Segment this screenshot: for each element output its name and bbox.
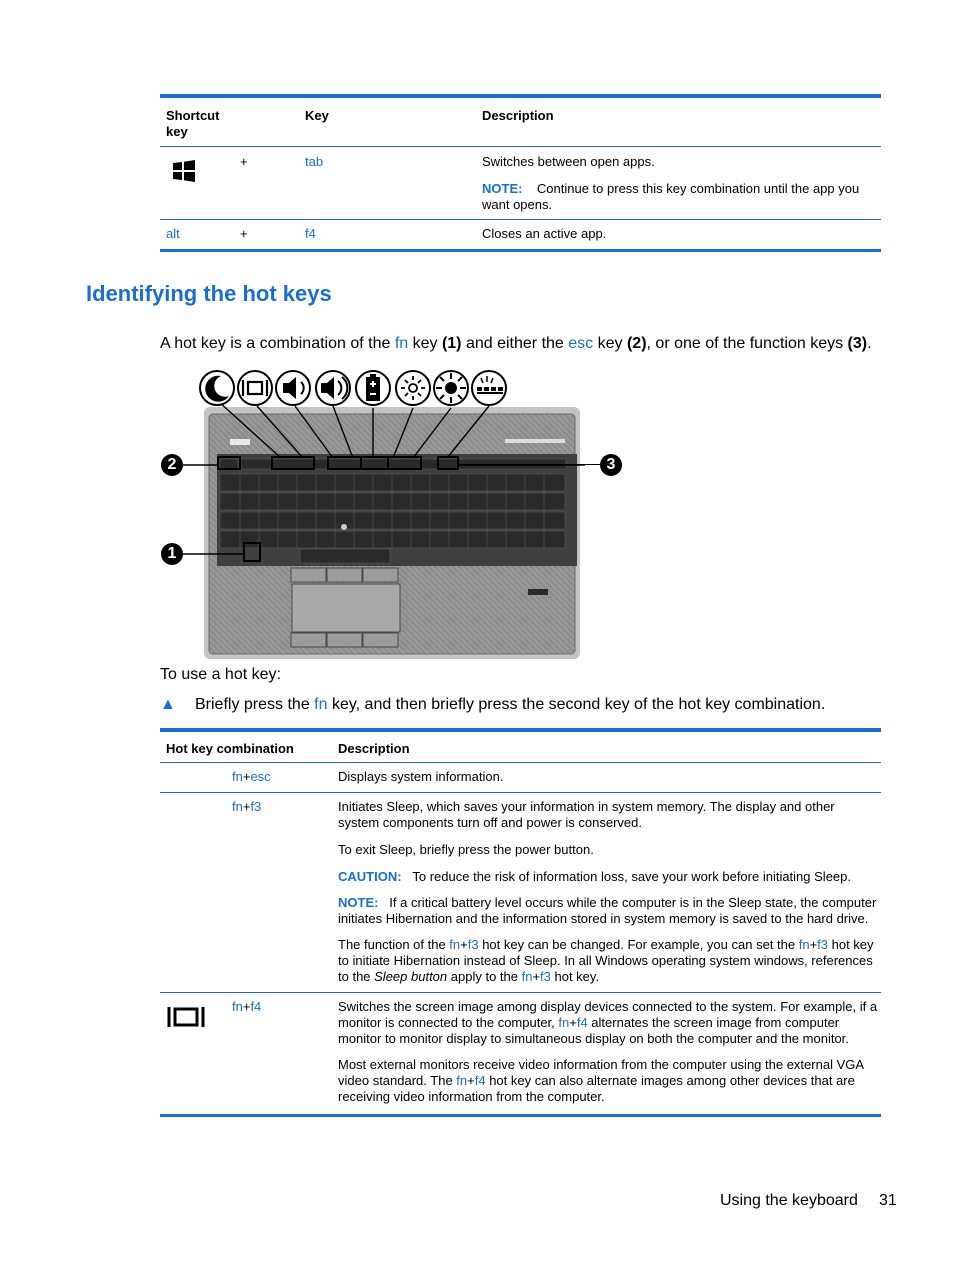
plus-sign: +: [242, 799, 251, 814]
shortcut-table: [160, 94, 881, 252]
callout-3-leader: [459, 464, 600, 465]
description-paragraph: To exit Sleep, briefly press the power button.: [338, 842, 594, 857]
fn-key: fn: [232, 769, 243, 784]
intro-text: and either the: [461, 335, 569, 352]
intro-text: .: [867, 335, 872, 352]
text: alternates the screen image from computer monitor to monitor display to simultaneous display on both the computer and the monitor.: [338, 1015, 849, 1046]
header-shortcut-key: Shortcut key: [166, 108, 220, 139]
hotkey-fn-f4: [232, 999, 261, 1015]
fn-key: fn: [232, 999, 243, 1014]
intro-paragraph: [160, 334, 890, 354]
row-description: [338, 999, 878, 1105]
f3-key: f3: [467, 937, 479, 952]
intro-text: , or one of the function keys: [646, 335, 848, 352]
fn-key: fn: [558, 1015, 570, 1030]
description-paragraph: [338, 999, 878, 1047]
note-text: Continue to press this key combination until the app you want opens.: [482, 181, 860, 212]
step-item: [160, 695, 880, 715]
row-description: [338, 799, 878, 985]
table-row: [160, 763, 881, 793]
keyboard-figure: [155, 362, 585, 662]
table-header-row: [160, 98, 881, 147]
row-description: Switches between open apps.: [482, 154, 655, 169]
f4-key: f4: [474, 1073, 486, 1088]
header-hotkey-combination: Hot key combination: [166, 741, 294, 756]
callout-3: 3: [600, 454, 622, 476]
footer-title: Using the keyboard: [720, 1192, 858, 1209]
f4-key: f4: [250, 999, 262, 1014]
callout-ref-2: (2): [626, 335, 647, 352]
text: apply to the: [447, 969, 522, 984]
caution: [338, 869, 878, 885]
plus-sign: +: [242, 769, 251, 784]
plus-sign: +: [467, 1073, 475, 1088]
text: hot key.: [550, 969, 600, 984]
intro-text: key: [593, 335, 627, 352]
note: [338, 895, 878, 927]
table-row: [160, 147, 881, 220]
table-row: [160, 793, 881, 993]
description-paragraph: [338, 937, 878, 985]
description-paragraph: [338, 1057, 878, 1105]
text: The function of the: [338, 937, 450, 952]
fn-key: fn: [456, 1073, 468, 1088]
esc-key: esc: [568, 335, 594, 352]
key-f4: f4: [305, 226, 316, 241]
hotkey-fn-esc: [232, 769, 271, 785]
f3-key: f3: [250, 799, 262, 814]
f3-key: f3: [540, 969, 551, 984]
description-paragraph: Initiates Sleep, which saves your information in system memory. The display and other system components turn off and power is conserved.: [338, 799, 835, 830]
sleep-moon-icon: [166, 801, 206, 845]
text: hot key to initiate Hibernation instead of Sleep. In all Windows operating system windows, references to the: [338, 937, 874, 984]
header-description: Description: [338, 741, 410, 756]
step-text: key, and then briefly press the second key of the hot key combination.: [327, 696, 826, 713]
text: hot key can also alternate images among other devices that are receiving video information from the computer.: [338, 1073, 855, 1104]
table-row: [160, 220, 881, 249]
to-use-heading: To use a hot key:: [160, 666, 281, 683]
callout-1: 1: [167, 545, 177, 562]
plus-sign: +: [242, 999, 251, 1014]
row-description: Closes an active app.: [482, 226, 607, 241]
intro-text: A hot key is a combination of the: [160, 335, 395, 352]
key-alt: alt: [166, 226, 180, 241]
fn-key: fn: [798, 937, 810, 952]
row-description: Displays system information.: [338, 769, 504, 784]
text: Switches the screen image among display devices connected to the system. For example, if a monitor is connected to the computer,: [338, 999, 878, 1030]
fn-key: fn: [394, 335, 409, 352]
header-description: Description: [482, 108, 554, 123]
f4-key: f4: [576, 1015, 588, 1030]
plus-sign: +: [460, 937, 468, 952]
step-text: Briefly press the: [195, 696, 315, 713]
fn-key: fn: [232, 799, 243, 814]
plus-sign: +: [240, 226, 248, 241]
callout-2: 2: [167, 456, 177, 473]
text: hot key can be changed. For example, you can set the: [478, 937, 799, 952]
esc-key: esc: [250, 769, 271, 784]
fn-key: fn: [314, 696, 328, 713]
caution-label: CAUTION:: [338, 869, 402, 884]
page-number: 31: [879, 1192, 897, 1209]
f3-key: f3: [817, 937, 828, 952]
callout-ref-3: (3): [847, 335, 868, 352]
table-row: [160, 993, 881, 1114]
plus-sign: +: [809, 937, 818, 952]
step-bullet-icon: ▲: [160, 696, 176, 713]
sleep-button-term: Sleep button: [374, 969, 448, 984]
callout-ref-1: (1): [441, 335, 462, 352]
intro-text: key: [408, 335, 442, 352]
plus-sign: +: [569, 1015, 577, 1030]
hotkey-fn-f3: [232, 799, 261, 815]
note: [482, 181, 872, 213]
text: Most external monitors receive video information from the computer using the external VGA video standard. The: [338, 1057, 864, 1088]
note-text: If a critical battery level occurs while the computer is in the Sleep state, the computer initiates Hibernation and the information stored in system memory is saved to the hard drive.: [338, 895, 877, 926]
windows-logo-icon: [172, 159, 196, 187]
plus-sign: +: [240, 154, 248, 169]
section-title: Identifying the hot keys: [86, 281, 332, 306]
display-switch-icon: [166, 1005, 206, 1033]
hotkey-table: [160, 728, 881, 1117]
table-header-row: [160, 732, 881, 763]
header-key: Key: [305, 108, 329, 123]
caution-text: To reduce the risk of information loss, save your work before initiating Sleep.: [412, 869, 851, 884]
note-label: NOTE:: [338, 895, 379, 910]
plus-sign: +: [532, 969, 541, 984]
key-tab: tab: [305, 154, 324, 169]
fn-key: fn: [521, 969, 533, 984]
note-label: NOTE:: [482, 181, 523, 196]
fn-key: fn: [449, 937, 461, 952]
